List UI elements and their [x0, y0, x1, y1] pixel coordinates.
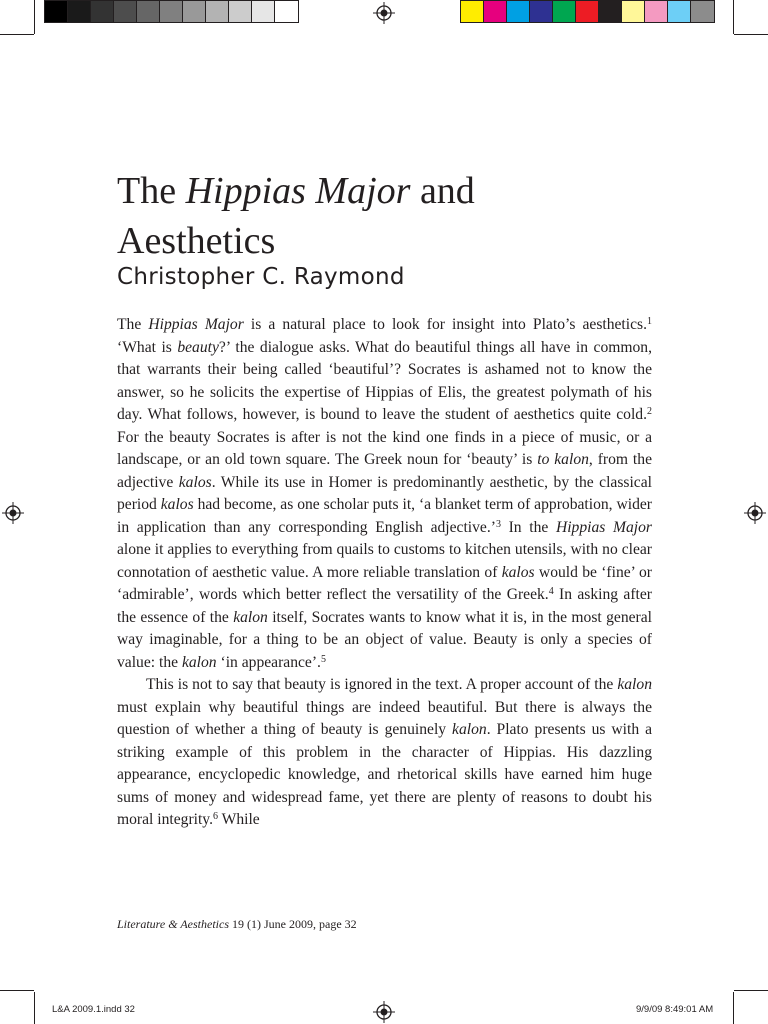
journal-citation: 19 (1) June 2009, page 32: [229, 917, 357, 931]
crop-mark: [34, 992, 35, 1024]
slug-timestamp: 9/9/09 8:49:01 AM: [636, 1004, 714, 1015]
footnote-marker: 1: [647, 316, 652, 327]
crop-mark: [733, 0, 734, 34]
paragraph: The Hippias Major is a natural place to look for insight into Plato’s aesthetics.$^1$ ‘What is beauty?’ the dialogue asks. What do beautiful things all have in common, that warrants their being called ‘beautiful’? Socrates is ashamed not to know the answer, so he solicits the expertise of Hippias of Elis, the greatest polymath of his day. What follows, however, is bound to leave the student of aesthetics quite cold.$^2$ For the beauty Socrates is after is not the kind one finds in a piece of music, or a landscape, or an old town square. The Greek noun for ‘beauty’ is to kalon, from the adjective kalos. While its use in Homer is predominantly aesthetic, by the classical period kalos had become, as one scholar puts it, ‘a blanket term of approbation, wider in application than any corresponding English adjective.’$^3$ In the Hippias Major alone it applies to everything from quails to customs to kitchen utensils, with no clear connotation of aesthetic value. A more reliable translation of kalos would be ‘fine’ or ‘admirable’, words which better reflect the versatility of the Greek.$^4$ In asking after the essence of the kalon itself, Socrates wants to know what it is, in the most general way imaginable, for a thing to be an object of value. Beauty is only a species of value: the kalon ‘in appearance’.$^5$: [117, 316, 652, 671]
title-italic-text: Hippias Major: [185, 170, 411, 212]
color-swatch: [553, 1, 576, 22]
color-swatch: [114, 1, 137, 22]
footnote-marker: 5: [320, 653, 326, 665]
title-text: and: [410, 170, 475, 212]
color-swatch: [576, 1, 599, 22]
color-swatch: [137, 1, 160, 22]
color-swatch: [668, 1, 691, 22]
color-swatch: [275, 1, 298, 22]
footnote-marker: 2: [647, 406, 652, 417]
color-swatch: [530, 1, 553, 22]
registration-mark-icon: [2, 502, 24, 524]
crop-mark: [734, 34, 768, 35]
crop-mark: [34, 0, 35, 34]
crop-mark: [733, 992, 734, 1024]
color-swatch: [229, 1, 252, 22]
color-swatch: [507, 1, 530, 22]
color-swatch: [622, 1, 645, 22]
color-swatch: [645, 1, 668, 22]
page-footer: [117, 917, 357, 932]
color-swatch: [484, 1, 507, 22]
paragraph: This is not to say that beauty is ignored in the text. A proper account of the kalon must explain why beautiful things are indeed beautiful. But there is always the question of whether a thing of beauty is genuinely kalon. Plato presents us with a striking example of this problem in the character of Hippias. His dazzling appearance, encyclopedic knowledge, and rhetorical skills have earned him huge sums of money and widespread fame, yet there are plenty of reasons to doubt his moral integrity.$^6$ While: [117, 676, 652, 828]
title-text: The: [117, 170, 186, 212]
color-swatch: [599, 1, 622, 22]
footnote-marker: 3: [495, 518, 501, 530]
author-name: Christopher C. Raymond: [117, 264, 405, 290]
color-swatch: [45, 1, 68, 22]
crop-mark: [0, 34, 34, 35]
article-title: [117, 166, 677, 266]
color-swatch: [252, 1, 275, 22]
cmyk-color-bar: [460, 0, 715, 23]
footnote-marker: 6: [213, 811, 218, 822]
journal-name: Literature & Aesthetics: [117, 917, 229, 931]
color-swatch: [160, 1, 183, 22]
color-swatch: [183, 1, 206, 22]
article-body: [117, 314, 652, 832]
footnote-marker: 4: [548, 586, 554, 597]
registration-mark-icon: [373, 1001, 395, 1023]
color-swatch: [691, 1, 714, 22]
title-text-line2: Aesthetics: [117, 220, 276, 262]
slug-filename: L&A 2009.1.indd 32: [52, 1004, 135, 1015]
color-swatch: [461, 1, 484, 22]
registration-mark-icon: [744, 502, 766, 524]
crop-mark: [0, 990, 34, 991]
crop-mark: [734, 990, 768, 991]
color-swatch: [91, 1, 114, 22]
grayscale-color-bar: [44, 0, 299, 23]
color-swatch: [68, 1, 91, 22]
registration-mark-icon: [373, 2, 395, 24]
color-swatch: [206, 1, 229, 22]
